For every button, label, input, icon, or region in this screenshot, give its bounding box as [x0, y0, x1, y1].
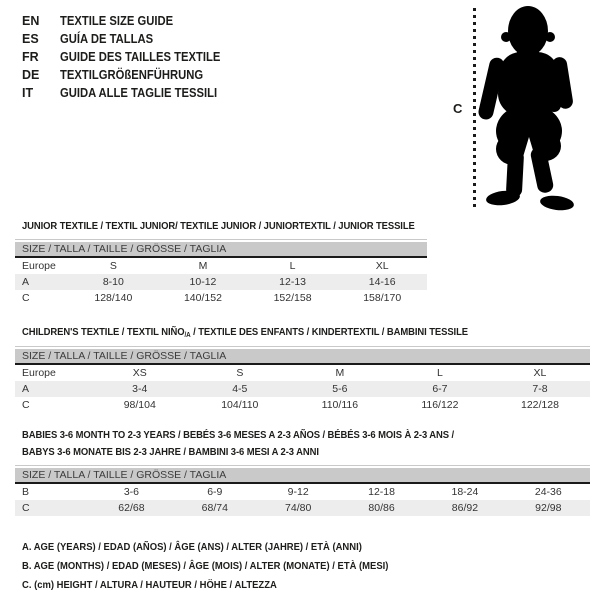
table-title: [22, 427, 590, 461]
height-label-c: C: [453, 101, 463, 116]
value-cell: 152/158: [273, 292, 312, 304]
table-title: [22, 324, 590, 342]
value-cell: 6-9: [207, 486, 223, 498]
value-cell: 158/170: [363, 292, 402, 304]
size-data-row: [15, 397, 590, 413]
language-list: [22, 12, 238, 102]
size-grid: [15, 484, 590, 516]
language-row: [22, 48, 238, 66]
footnote-line: C. (cm) HEIGHT / ALTURA / HAUTEUR / HÖHE / ALTEZZA: [22, 579, 277, 591]
size-header-cell: XL: [375, 260, 389, 272]
size-data-row: [15, 381, 590, 397]
language-code: IT: [22, 86, 34, 100]
size-header-cell: L: [289, 260, 296, 272]
table-title-line: [22, 427, 533, 444]
row-label: A: [22, 276, 30, 288]
size-header-cell: L: [436, 367, 443, 379]
table-title: [22, 218, 590, 235]
footnote-line: A. AGE (YEARS) / EDAD (AÑOS) / ÂGE (ANS) / ALTER (JAHRE) / ETÀ (ANNI): [22, 541, 362, 553]
value-cell: 10-12: [189, 276, 217, 288]
table-title-line: [22, 218, 533, 235]
value-cell: 9-12: [287, 486, 309, 498]
value-cell: 128/140: [94, 292, 133, 304]
size-header-cell: S: [236, 367, 244, 379]
language-row: [22, 84, 238, 102]
value-cell: 62/68: [118, 502, 145, 514]
language-row: [22, 12, 238, 30]
region-label: Europe: [22, 260, 56, 272]
baby-silhouette-icon: [470, 0, 600, 220]
footnote-line: B. AGE (MONTHS) / EDAD (MESES) / ÂGE (MOIS) / ALTER (MONATE) / ETÀ (MESI): [22, 560, 389, 572]
footnotes: [15, 538, 590, 595]
size-grid: [15, 365, 590, 413]
language-title: GUÍA DE TALLAS: [60, 32, 154, 46]
value-cell: 3-4: [132, 383, 148, 395]
section-junior-textile: [15, 218, 590, 306]
value-cell: 12-18: [368, 486, 395, 498]
value-cell: 8-10: [102, 276, 124, 288]
size-data-row: [15, 290, 427, 306]
size-header-row: [15, 258, 427, 274]
table-title-text: BABYS 3-6 MONATE BIS 2-3 JAHRE / BAMBINI 3-6 MESI A 2-3 ANNI: [22, 446, 319, 458]
table-title-text: / TEXTILE DES ENFANTS / KINDERTEXTIL / BAMBINI TESSILE: [190, 326, 468, 338]
value-cell: 4-5: [232, 383, 248, 395]
value-cell: 24-36: [534, 486, 562, 498]
row-label: A: [22, 383, 30, 395]
row-label: C: [22, 292, 30, 304]
figure-area: [440, 0, 600, 220]
value-cell: 7-8: [532, 383, 548, 395]
value-cell: 6-7: [432, 383, 448, 395]
language-title: GUIDE DES TAILLES TEXTILE: [60, 50, 221, 64]
section-children-textile: [15, 324, 590, 413]
value-cell: 110/116: [321, 399, 359, 411]
value-cell: 122/128: [520, 399, 559, 411]
size-header-cell: XS: [132, 367, 147, 379]
value-cell: 116/122: [421, 399, 459, 411]
size-header-row: [15, 365, 590, 381]
region-label: Europe: [22, 367, 56, 379]
size-table: [15, 346, 590, 413]
language-title: TEXTILGRÖßENFÜHRUNG: [60, 68, 204, 82]
size-data-row: [15, 274, 427, 290]
language-title: TEXTILE SIZE GUIDE: [60, 14, 174, 28]
table-title-text: CHILDREN'S TEXTILE / TEXTIL NIÑO: [22, 326, 185, 338]
table-title-text: JUNIOR TEXTILE / TEXTIL JUNIOR/ TEXTILE JUNIOR / JUNIORTEXTIL / JUNIOR TESSILE: [22, 220, 415, 232]
value-cell: 104/110: [221, 399, 259, 411]
language-code: DE: [22, 68, 40, 82]
value-cell: 74/80: [285, 502, 312, 514]
language-row: [22, 30, 238, 48]
language-code: EN: [22, 14, 40, 28]
size-bar-label: SIZE / TALLA / TAILLE / GRÖSSE / TAGLIA: [15, 349, 590, 365]
table-title-line: [22, 444, 533, 461]
size-header-cell: XL: [533, 367, 547, 379]
size-table: [15, 465, 590, 516]
row-label: C: [22, 502, 30, 514]
language-row: [22, 66, 238, 84]
size-data-row: [15, 484, 590, 500]
language-title: GUIDA ALLE TAGLIE TESSILI: [60, 86, 218, 100]
size-grid: [15, 258, 427, 306]
value-cell: 68/74: [201, 502, 228, 514]
value-cell: 140/152: [183, 292, 222, 304]
value-cell: 98/104: [123, 399, 156, 411]
value-cell: 5-6: [332, 383, 348, 395]
size-data-row: [15, 500, 590, 516]
value-cell: 12-13: [279, 276, 306, 288]
table-title-text: /A: [184, 332, 191, 339]
language-code: FR: [22, 50, 39, 64]
value-cell: 86/92: [451, 502, 479, 514]
value-cell: 3-6: [123, 486, 140, 498]
section-babies-textile: [15, 427, 590, 516]
value-cell: 92/98: [535, 502, 562, 514]
size-header-cell: M: [198, 260, 208, 272]
table-title-text: BABIES 3-6 MONTH TO 2-3 YEARS / BEBÉS 3-6 MESES A 2-3 AÑOS / BÉBÉS 3-6 MOIS À 2-3 ANS /: [22, 429, 455, 441]
row-label: B: [22, 486, 30, 498]
language-code: ES: [22, 32, 39, 46]
size-header-cell: M: [335, 367, 345, 379]
size-header-cell: S: [109, 260, 117, 272]
value-cell: 14-16: [368, 276, 396, 288]
value-cell: 80/86: [368, 502, 395, 514]
table-title-line: [22, 324, 533, 342]
size-bar-label: SIZE / TALLA / TAILLE / GRÖSSE / TAGLIA: [15, 468, 590, 484]
size-table: [15, 239, 427, 306]
row-label: C: [22, 399, 30, 411]
value-cell: 18-24: [451, 486, 479, 498]
size-bar-label: SIZE / TALLA / TAILLE / GRÖSSE / TAGLIA: [15, 242, 427, 258]
